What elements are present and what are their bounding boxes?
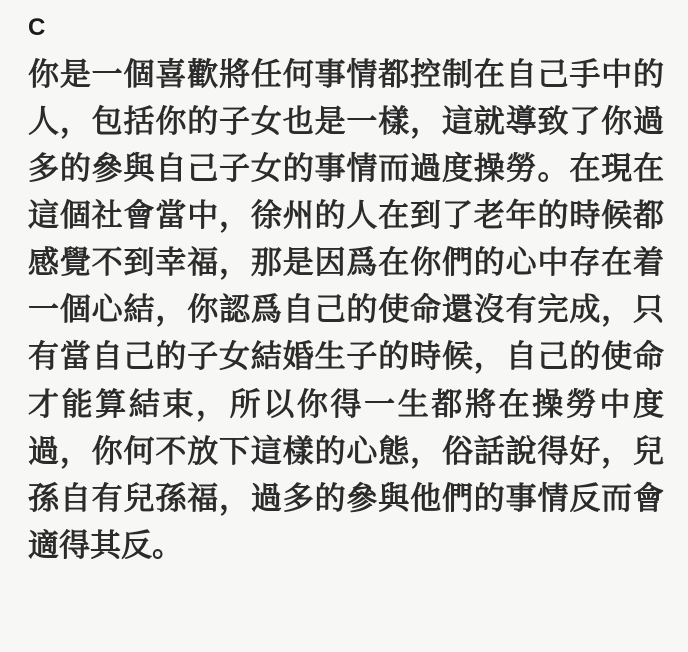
page-title: C bbox=[28, 14, 46, 41]
document-paragraph: 你是一個喜歡將任何事情都控制在自己手中的人，包括你的子女也是一樣，這就導致了你過多的參與自己子女的事情而過度操勞。在現在這個社會當中，徐州的人在到了老年的時候都感覺不到幸福，那是因爲在你們的心中存在着一個心結，你認爲自己的使命還沒有完成，只有當自己的子女結婚生子的時候，自己的使命才能算結束，所以你得一生都將在操勞中度過，你何不放下這樣的心態，俗話說得好，兒孫自有兒孫福，過多的參與他們的事情反而會適得其反。 bbox=[28, 56, 664, 563]
